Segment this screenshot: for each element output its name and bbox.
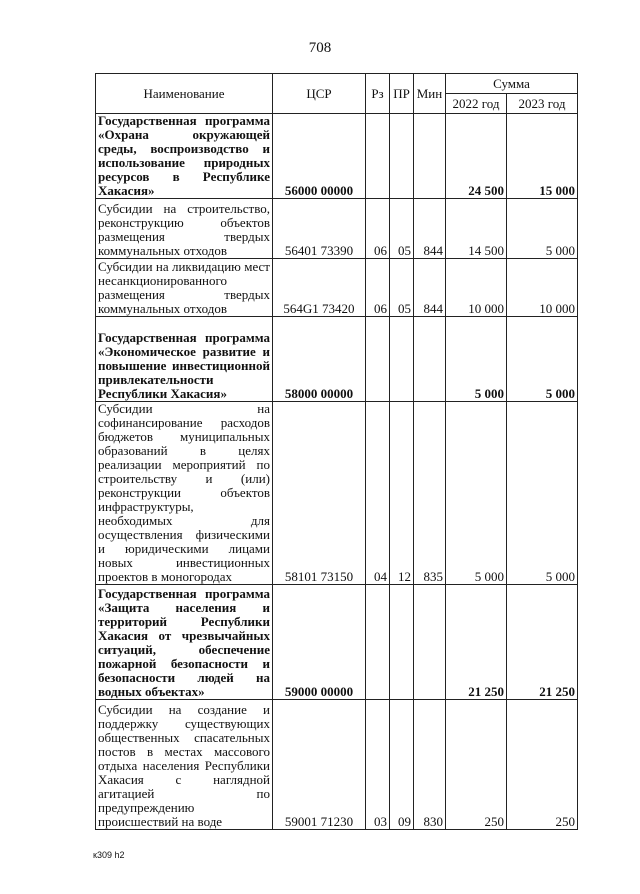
row-min: 844 bbox=[414, 259, 446, 317]
table-row bbox=[96, 585, 578, 700]
row-csr: 59000 00000 bbox=[273, 585, 366, 700]
row-name: Субсидии на строительство, реконструкцию объектов размещения твердых коммунальных отходов bbox=[96, 199, 273, 259]
row-csr: 59001 71230 bbox=[273, 700, 366, 830]
row-csr: 56401 73390 bbox=[273, 199, 366, 259]
row-pr bbox=[390, 317, 414, 402]
row-min: 835 bbox=[414, 402, 446, 585]
row-rz bbox=[366, 114, 390, 199]
row-csr: 58101 73150 bbox=[273, 402, 366, 585]
table-row bbox=[96, 199, 578, 259]
row-name: Субсидии на софинансирование расходов бюджетов муниципальных образований в целях реализации мероприятий по строительству и (или) реконструкции объектов инфраструктуры, необходимых для осуществления физическими и юридическими лицами новых инвестиционных проектов в моногородах bbox=[96, 402, 273, 585]
row-pr: 05 bbox=[390, 199, 414, 259]
table-row bbox=[96, 402, 578, 585]
header-year-2023: 2023 год bbox=[507, 94, 578, 114]
row-rz: 06 bbox=[366, 199, 390, 259]
row-rz bbox=[366, 317, 390, 402]
header-sum: Сумма bbox=[446, 74, 578, 94]
row-pr bbox=[390, 585, 414, 700]
header-year-2022: 2022 год bbox=[446, 94, 507, 114]
row-sum-2022: 5 000 bbox=[446, 317, 507, 402]
row-sum-2023: 21 250 bbox=[507, 585, 578, 700]
row-sum-2023: 10 000 bbox=[507, 259, 578, 317]
header-csr: ЦСР bbox=[273, 74, 366, 114]
header-pr: ПР bbox=[390, 74, 414, 114]
table-row bbox=[96, 114, 578, 199]
header-name: Наименование bbox=[96, 74, 273, 114]
row-sum-2022: 21 250 bbox=[446, 585, 507, 700]
row-sum-2023: 5 000 bbox=[507, 317, 578, 402]
row-name: Государственная программа «Защита населения и территорий Республики Хакасия от чрезвычайных ситуаций, обеспечение пожарной безопасности и безопасности людей на водных объектах» bbox=[96, 585, 273, 700]
row-sum-2022: 5 000 bbox=[446, 402, 507, 585]
row-sum-2023: 5 000 bbox=[507, 199, 578, 259]
header-min: Мин bbox=[414, 74, 446, 114]
table-row bbox=[96, 259, 578, 317]
row-sum-2023: 5 000 bbox=[507, 402, 578, 585]
row-csr: 58000 00000 bbox=[273, 317, 366, 402]
row-csr: 56000 00000 bbox=[273, 114, 366, 199]
row-pr: 05 bbox=[390, 259, 414, 317]
row-rz: 06 bbox=[366, 259, 390, 317]
budget-table bbox=[95, 73, 578, 830]
row-pr: 12 bbox=[390, 402, 414, 585]
row-min bbox=[414, 317, 446, 402]
row-sum-2022: 14 500 bbox=[446, 199, 507, 259]
row-name: Государственная программа «Экономическое развитие и повышение инвестиционной привлекательности Республики Хакасия» bbox=[96, 317, 273, 402]
row-pr: 09 bbox=[390, 700, 414, 830]
row-sum-2023: 250 bbox=[507, 700, 578, 830]
row-sum-2022: 10 000 bbox=[446, 259, 507, 317]
table-row bbox=[96, 317, 578, 402]
row-name: Субсидии на создание и поддержку существующих общественных спасательных постов в местах массового отдыха населения Республики Хакасия с наглядной агитацией по предупреждению происшествий на воде bbox=[96, 700, 273, 830]
row-pr bbox=[390, 114, 414, 199]
row-sum-2022: 24 500 bbox=[446, 114, 507, 199]
row-rz: 04 bbox=[366, 402, 390, 585]
row-csr: 564G1 73420 bbox=[273, 259, 366, 317]
table-row bbox=[96, 700, 578, 830]
row-sum-2023: 15 000 bbox=[507, 114, 578, 199]
row-min: 844 bbox=[414, 199, 446, 259]
row-name: Государственная программа «Охрана окружающей среды, воспроизводство и использование природных ресурсов в Республике Хакасия» bbox=[96, 114, 273, 199]
footer-code: к309 h2 bbox=[93, 850, 125, 860]
row-min bbox=[414, 585, 446, 700]
page-number: 708 bbox=[308, 40, 332, 56]
row-rz bbox=[366, 585, 390, 700]
row-min bbox=[414, 114, 446, 199]
row-name: Субсидии на ликвидацию мест несанкционированного размещения твердых коммунальных отходов bbox=[96, 259, 273, 317]
row-rz: 03 bbox=[366, 700, 390, 830]
table-body bbox=[96, 114, 578, 830]
row-sum-2022: 250 bbox=[446, 700, 507, 830]
row-min: 830 bbox=[414, 700, 446, 830]
header-rz: Рз bbox=[366, 74, 390, 114]
